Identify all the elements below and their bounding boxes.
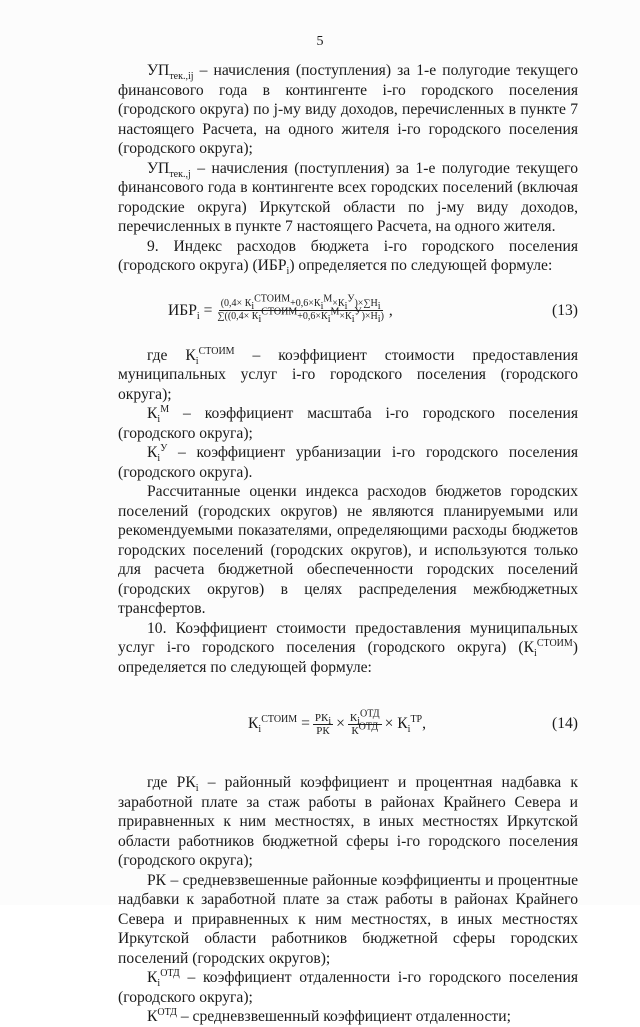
paragraph-k-otd: $К^{ОТД}$ – средневзвешенный коэффициент отдаленности; bbox=[147, 1006, 511, 1025]
paragraph-estimates: Рассчитанные оценки индекса расходов бюджетов городских поселений (городских округов) не являются планируемыми или рекомендуемыми показателями, определяющими расходы бюджетов городских поселений (городских округов), и используются только для расчета бюджетной обеспеченности городских поселений (городских округов) в целях распределения межбюджетных трансфертов. bbox=[118, 483, 578, 617]
paragraph-k-u: $К_i^У$ – коэффициент урбанизации i-го городского поселения (городского округа). bbox=[118, 442, 578, 481]
paragraph-item-10: 10. Коэффициент стоимости предоставления муниципальных услуг i-го городского поселения (городского округа) $(К_i^{СТОИМ})$ определяется по следующей формуле: bbox=[118, 619, 578, 676]
paragraph-up-tek-ij: $УП_{тек.,ij}$ – начисления (поступления) за 1-е полугодие текущего финансового года в контингенте i-го городского поселения (городского округа) по j-му виду доходов, перечисленных в пункте 7 настоящего Расчета, на одного жителя i-го городского поселения (городского округа); bbox=[118, 62, 578, 157]
paragraph-rk-i: где $РК_i$ – районный коэффициент и процентная надбавка к заработной плате за стаж работы в районах Крайнего Севера и приравненных к ним местностях, в иных местностях Иркутской области работников бюджетной сферы i-го городского поселения (городского округа); bbox=[118, 774, 578, 869]
formula-13-denominator: $\sum((0,4\times К_i^{СТОИМ}+0,6\times К_i^М\times К_i^У)\times Н_i)$ bbox=[217, 306, 384, 325]
formula-13 bbox=[118, 288, 578, 334]
formula-14-rk-numerator: $РК_i$ bbox=[314, 711, 332, 727]
formula-14-otd-denominator: $К^{ОТД}$ bbox=[351, 720, 379, 737]
page-number: 5 bbox=[316, 34, 324, 49]
formula-14-lhs: $К_i^{СТОИМ}$ = bbox=[248, 714, 310, 736]
formula-14-fraction-rk bbox=[313, 712, 333, 737]
document-body bbox=[118, 61, 578, 1027]
formula-13-number: (13) bbox=[552, 301, 578, 319]
paragraph-k-otd-i: $К_i^{ОТД}$ – коэффициент отдаленности i-го городского поселения (городского округа); bbox=[118, 967, 578, 1006]
formula-14-rk-denominator: РК bbox=[316, 724, 330, 737]
paragraph-rk: РК – средневзвешенные районные коэффициенты и процентные надбавки к заработной плате за стаж работы в районах Крайнего Севера и приравненных к ним местностях, в иных местностях Иркутской области работников бюджетной сферы городских поселений (городских округов); bbox=[118, 871, 578, 967]
formula-13-numerator: $(0,4\times К_i^{СТОИМ}+0,6\times К_i^М\times К_i^У)\times\sum Н_i$ bbox=[220, 293, 381, 312]
paragraph-item-9: 9. Индекс расходов бюджета i-го городского поселения (городского округа) $(ИБР_i)$ определяется по следующей формуле: bbox=[118, 237, 578, 278]
formula-13-fraction bbox=[215, 293, 386, 325]
paragraph-up-tek-j: $УП_{тек.,j}$ – начисления (поступления) за 1-е полугодие текущего финансового года в контингенте всех городских поселений (включая городские округа) Иркутской области по j-му виду доходов, перечисленных в пункте 7 настоящего Расчета, на одного жителя. bbox=[118, 159, 578, 235]
formula-13-lhs: $ИБР_i$ = bbox=[168, 301, 213, 322]
formula-14-number: (14) bbox=[552, 715, 578, 732]
formula-14-times-1: × bbox=[336, 715, 345, 733]
formula-13-tail: , bbox=[388, 301, 393, 319]
formula-14-fraction-otd bbox=[348, 707, 382, 737]
formula-14 bbox=[118, 701, 578, 749]
paragraph-k-m: $К_i^М$ – коэффициент масштаба i-го городского поселения (городского округа); bbox=[118, 403, 578, 442]
paragraph-k-stoim: где $К_i^{СТОИМ}$ – коэффициент стоимости предоставления муниципальных услуг i-го городского поселения (городского округа); bbox=[118, 345, 578, 403]
formula-14-times-tr: × $К_i^{ТР}$, bbox=[384, 714, 427, 736]
formula-14-otd-numerator: $К_i^{ОТД}$ bbox=[349, 707, 380, 727]
